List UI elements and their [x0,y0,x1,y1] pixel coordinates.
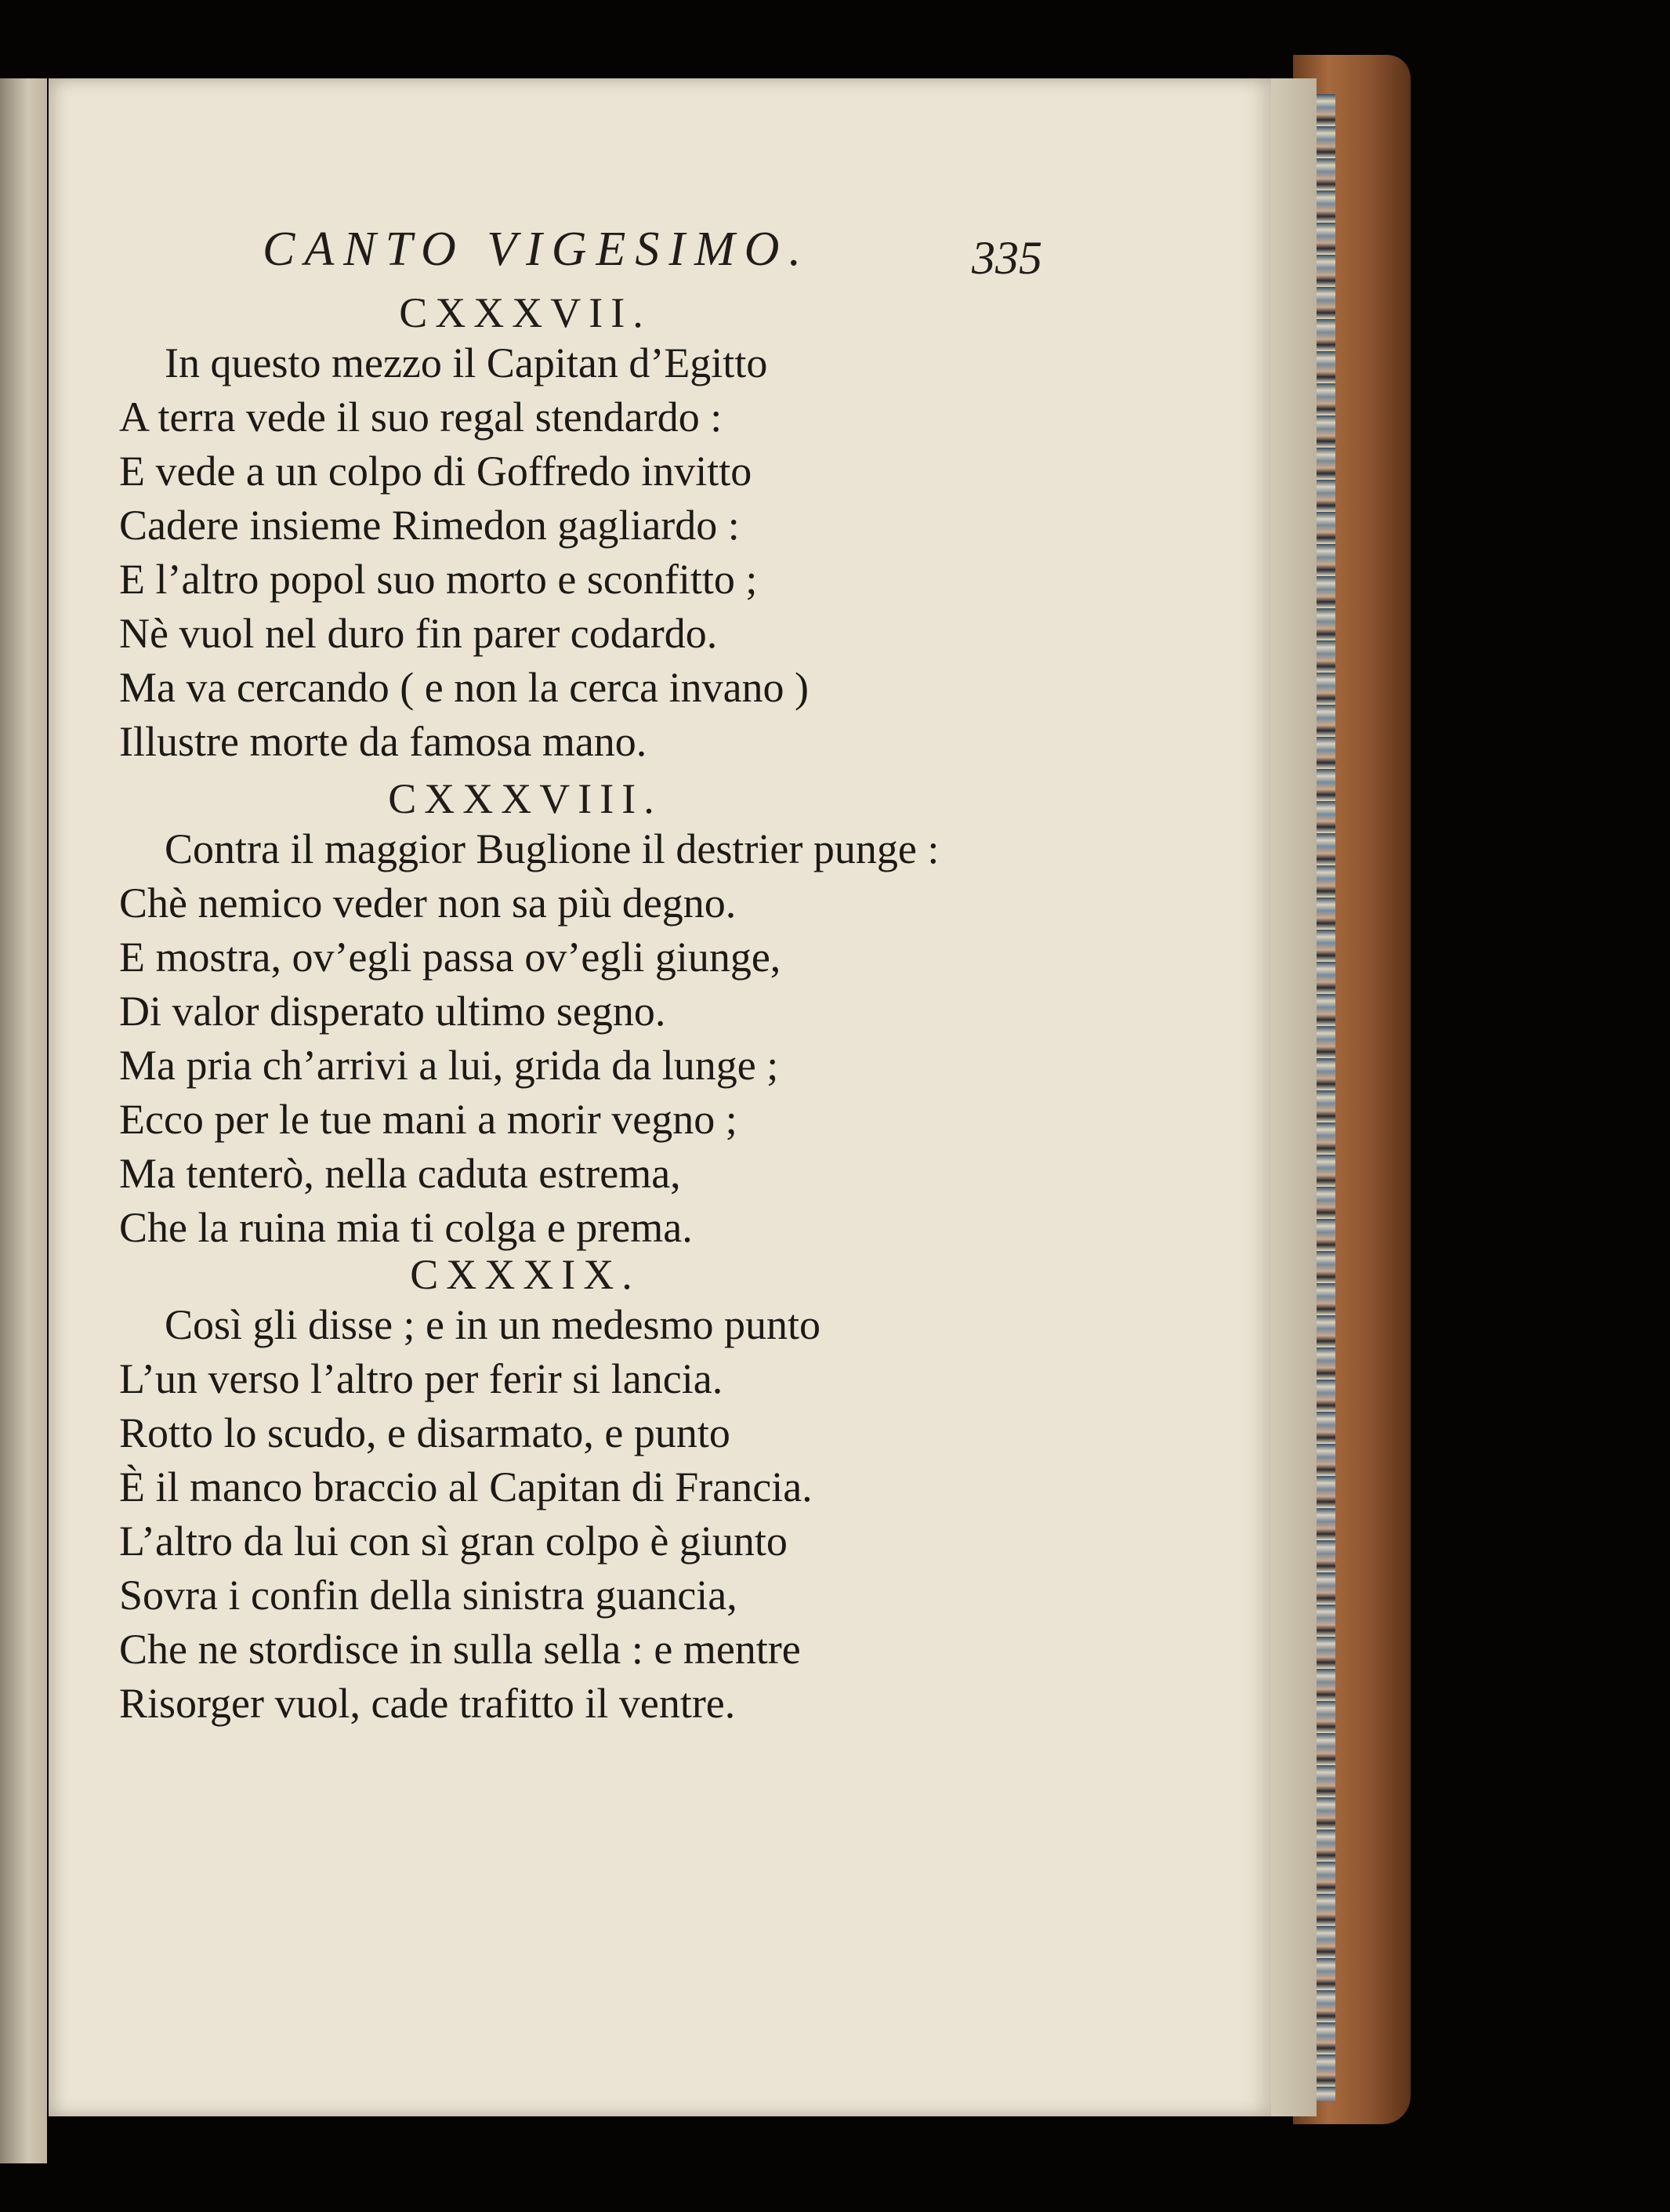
verse-line: L’altro da lui con sì gran colpo è giunto [119,1518,788,1565]
verse-line: L’un verso l’altro per ferir si lancia. [119,1355,723,1402]
stanza-number: CXXXVIII. [388,775,662,822]
verse-line: Rotto lo scudo, e disarmato, e punto [119,1409,730,1456]
running-head: CANTO VIGESIMO. [263,223,810,276]
verse-line: Cadere insieme Rimedon gagliardo : [119,502,740,549]
verse-line: Nè vuol nel duro fin parer codardo. [119,610,718,657]
verse-line: E l’altro popol suo morto e sconfitto ; [119,556,758,603]
verse-line: Di valor disperato ultimo segno. [119,988,666,1035]
verse-line: Ma va cercando ( e non la cerca invano ) [119,664,810,711]
verse-line: È il manco braccio al Capitan di Francia. [119,1463,813,1510]
verse-line: Così gli disse ; e in un medesmo punto [165,1301,821,1348]
stanza-number: CXXXVII. [399,289,651,336]
verse-line: In questo mezzo il Capitan d’Egitto [165,339,768,386]
verse-line: A terra vede il suo regal stendardo : [119,393,723,441]
verse-line: Sovra i confin della sinistra guancia, [119,1572,737,1619]
verse-line: Illustre morte da famosa mano. [119,718,647,765]
verse-line: Contra il maggior Buglione il destrier punge : [165,825,940,872]
verse-line: Ma pria ch’arrivi a lui, grida da lunge ; [119,1042,779,1089]
verse-line: E mostra, ov’egli passa ov’egli giunge, [119,934,781,981]
page-number: 335 [972,232,1042,284]
facing-page-edge [0,78,47,2163]
stanza-number: CXXXIX. [410,1251,640,1298]
verse-line: E vede a un colpo di Goffredo invitto [119,448,752,495]
verse-line: Che ne stordisce in sulla sella : e mentre [119,1626,801,1673]
verse-line: Risorger vuol, cade trafitto il ventre. [119,1680,736,1727]
verse-line: Ecco per le tue mani a morir vegno ; [119,1096,737,1143]
verse-line: Ma tenterò, nella caduta estrema, [119,1150,681,1197]
verse-line: Chè nemico veder non sa più degno. [119,879,737,927]
verse-line: Che la ruina mia ti colga e prema. [119,1204,693,1251]
